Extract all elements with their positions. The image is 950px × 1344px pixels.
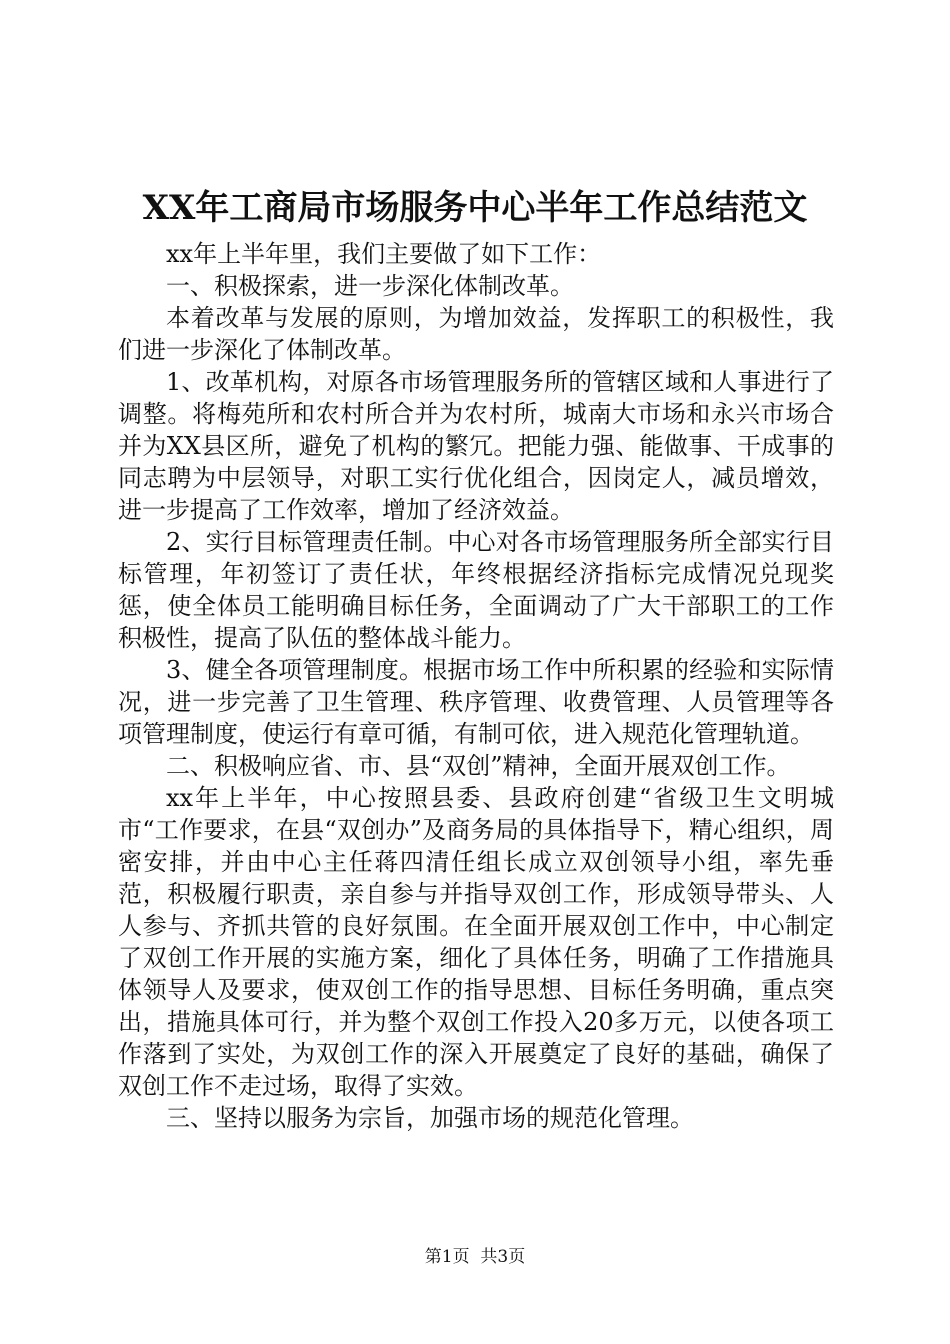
paragraph-intro: xx年上半年里，我们主要做了如下工作： xyxy=(166,240,602,268)
paragraph-item-3: 3、健全各项管理制度。根据市场工作中所积累的经验和实际情况，进一步完善了卫生管理、秩序管理、收费管理、人员管理等各项管理制度，使运行有章可循，有制可依，进入规范化管理轨道。 xyxy=(118,656,834,748)
heading-section-1: 一、积极探索，进一步深化体制改革。 xyxy=(166,272,574,300)
page-total: 共3页 xyxy=(480,1247,526,1267)
heading-section-2: 二、积极响应省、市、县“双创”精神，全面开展双创工作。 xyxy=(166,752,791,780)
page-number: 第1页 xyxy=(424,1247,470,1267)
heading-section-3: 三、坚持以服务为宗旨，加强市场的规范化管理。 xyxy=(166,1104,694,1132)
document-title: XX年工商局市场服务中心半年工作总结范文 xyxy=(142,188,808,228)
paragraph-item-1: 1、改革机构，对原各市场管理服务所的管辖区域和人事进行了调整。将梅苑所和农村所合并为农村所，城南大市场和永兴市场合并为XX县区所，避免了机构的繁冗。把能力强、能做事、干成事的同志聘为中层领导，对职工实行优化组合，因岗定人，减员增效，进一步提高了工作效率，增加了经济效益。 xyxy=(118,368,834,524)
paragraph-shuangchuang: xx年上半年，中心按照县委、县政府创建“省级卫生文明城市“工作要求，在县“双创办”及商务局的具体指导下，精心组织，周密安排，并由中心主任蒋四清任组长成立双创领导小组，率先垂范，积极履行职责，亲自参与并指导双创工作，形成领导带头、人人参与、齐抓共管的良好氛围。在全面开展双创工作中，中心制定了双创工作开展的实施方案，细化了具体任务，明确了工作措施具体领导人及要求，使双创工作的指导思想、目标任务明确，重点突出，措施具体可行，并为整个双创工作投入20多万元，以使各项工作落到了实处，为双创工作的深入开展奠定了良好的基础，确保了双创工作不走过场，取得了实效。 xyxy=(118,784,834,1100)
paragraph-item-2: 2、实行目标管理责任制。中心对各市场管理服务所全部实行目标管理，年初签订了责任状，年终根据经济指标完成情况兑现奖惩，使全体员工能明确目标任务，全面调动了广大干部职工的工作积极性，提高了队伍的整体战斗能力。 xyxy=(118,528,834,652)
page-footer xyxy=(0,1246,950,1268)
paragraph-reform-principle: 本着改革与发展的原则，为增加效益，发挥职工的积极性，我们进一步深化了体制改革。 xyxy=(118,304,834,364)
document-body xyxy=(118,238,834,1134)
